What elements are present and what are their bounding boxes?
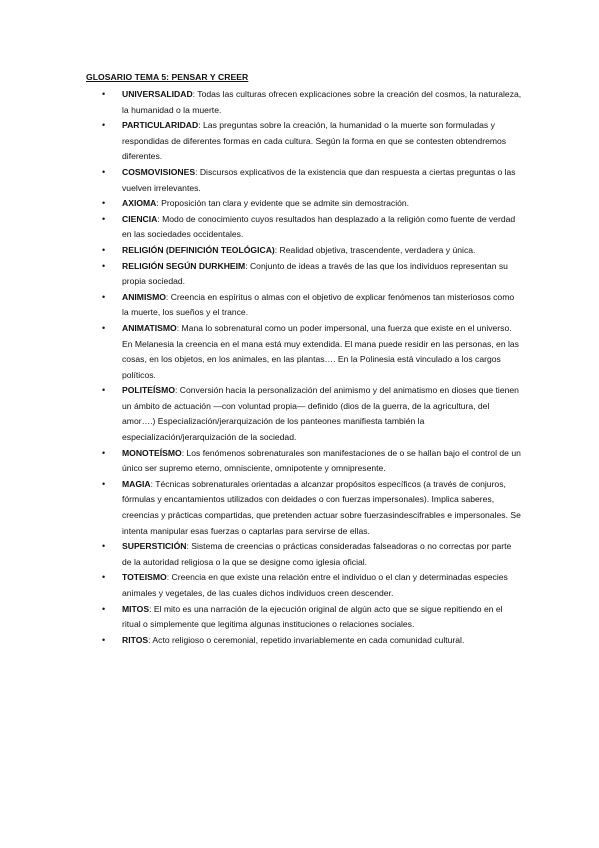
glossary-term: ANIMATISMO [122,322,177,333]
glossary-term: POLITEÍSMO [122,385,175,396]
bullet-icon: • [102,89,106,99]
bullet-icon: • [102,120,106,131]
glossary-definition: : El mito es una narración de la ejecución original de algún acto que se sigue repitiendo en el ritual o simplemente que legitima algunas instituciones o relaciones sociales. [122,603,503,630]
glossary-definition: : Las preguntas sobre la creación, la humanidad o la muerte son formuladas y respondidas de diferentes formas en cada cultura. Según la forma en que se contesten obtendremos diferentes. [122,120,507,162]
glossary-list [86,87,522,648]
bullet-icon: • [102,244,106,255]
glossary-definition: : Técnicas sobrenaturales orientadas a alcanzar propósitos específicos (a través de conjuros, fórmulas y encantamientos utilizados con deidades o con fuerzas impersonales). Implica saberes, creencias y prácticas compartidas, que pretenden actuar sobre fuerzasindescifrables e impersonales. Se intenta manipular esas fuerzas o captarlas para servirse de ellas. [122,478,521,536]
glossary-term: RELIGIÓN (DEFINICIÓN TEOLÓGICA) [122,244,275,255]
glossary-item [86,243,522,259]
glossary-item [86,196,522,212]
glossary-definition: : Creencia en que existe una relación entre el individuo o el clan y determinadas especies animales y vegetales, de las cuales dichos individuos creen descender. [122,572,508,598]
bullet-icon: • [102,603,106,614]
glossary-item [86,87,522,118]
glossary-term: UNIVERSALIDAD [122,89,193,99]
bullet-icon: • [102,541,106,552]
glossary-definition: : Discursos explicativos de la existencia que dan respuesta a ciertas preguntas o las vuelven irrelevantes. [122,166,516,193]
glossary-definition: : Acto religioso o ceremonial, repetido invariablemente en cada comunidad cultural. [148,634,465,645]
bullet-icon: • [102,385,106,396]
glossary-term: RELIGIÓN SEGÚN DURKHEIM [122,260,246,271]
glossary-term: TOTEISMO [122,572,167,583]
glossary-item [86,118,522,165]
bullet-icon: • [102,572,106,583]
bullet-icon: • [102,634,106,645]
glossary-item [86,477,522,539]
glossary-term: MONOTEÍSMO [122,447,182,458]
bullet-icon: • [102,291,106,302]
glossary-item [86,633,522,649]
glossary-item [86,446,522,477]
glossary-definition: : Conjunto de ideas a través de las que los individuos representan su propia sociedad. [122,260,508,287]
glossary-item [86,602,522,633]
glossary-term: SUPERSTICIÓN [122,541,187,552]
glossary-definition: : Modo de conocimiento cuyos resultados han desplazado a la religión como fuente de verdad en las sociedades occidentales. [122,213,516,240]
bullet-icon: • [102,213,106,224]
document-title: GLOSARIO TEMA 5: PENSAR Y CREER [86,72,249,82]
glossary-definition: : Conversión hacia la personalización del animismo y del animatismo en dioses que tienen un ámbito de actuación —con voluntad propia— definido (dios de la guerra, de la agricultura, del amor….) Especialización/jerarquización de los panteones manifiesta también la especialización/jerarquización de la sociedad. [122,385,519,443]
glossary-item [86,383,522,445]
bullet-icon: • [102,478,106,489]
glossary-term: MITOS [122,603,150,614]
glossary-term: ANIMISMO [122,291,166,302]
bullet-icon: • [102,198,106,209]
glossary-definition: : Los fenómenos sobrenaturales son manifestaciones de o se hallan bajo el control de un único ser supremo eterno, omnisciente, omnipotente y omnipresente. [122,447,521,474]
glossary-definition: : Mana lo sobrenatural como un poder impersonal, una fuerza que existe en el universo. En Melanesia la creencia en el mana está muy extendida. El mana puede residir en las personas, en las cosas, en los objetos, en los animales, en las plantas…. En la Polinesia está vinculado a los cargos políticos. [122,322,519,380]
glossary-item [86,165,522,196]
glossary-item [86,212,522,243]
glossary-definition: : Creencia en espíritus o almas con el objetivo de explicar fenómenos tan misteriosos como la muerte, los sueños y el trance. [122,291,515,318]
bullet-icon: • [102,322,106,333]
glossary-term: CIENCIA [122,213,158,224]
glossary-definition: : Sistema de creencias o prácticas consideradas falseadoras o no correctas por parte de la autoridad religiosa o la que se designe como iglesia oficial. [122,541,512,567]
glossary-term: PARTICULARIDAD [122,120,199,131]
bullet-icon: • [102,166,106,177]
glossary-item [86,570,522,601]
glossary-item [86,259,522,290]
glossary-term: MAGIA [122,478,151,489]
bullet-icon: • [102,260,106,271]
glossary-definition: : Proposición tan clara y evidente que se admite sin demostración. [156,198,410,209]
glossary-term: RITOS [122,634,149,645]
glossary-item [86,290,522,321]
glossary-item [86,539,522,570]
glossary-item [86,321,522,383]
glossary-definition: : Realidad objetiva, trascendente, verdadera y única. [274,244,476,255]
glossary-definition: : Todas las culturas ofrecen explicaciones sobre la creación del cosmos, la naturaleza, la humanidad o la muerte. [122,89,522,115]
glossary-term: AXIOMA [122,198,157,209]
glossary-term: COSMOVISIONES [122,166,196,177]
bullet-icon: • [102,447,106,458]
